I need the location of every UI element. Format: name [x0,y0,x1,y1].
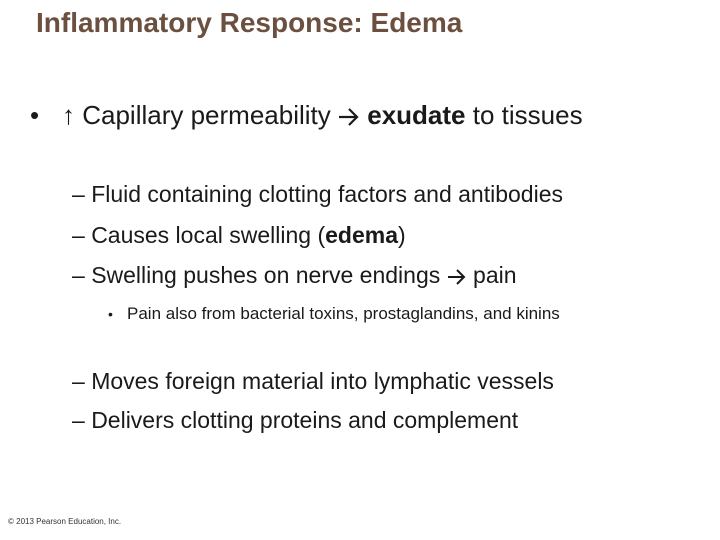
bullet-main [30,98,670,132]
dash-marker: – [72,368,85,394]
sub-bullet [72,261,517,289]
dash-marker: – [72,181,85,207]
bullet-main-bold: exudate [367,100,466,130]
sub-bullet-text: Delivers clotting proteins and complement [91,407,519,433]
slide-title: Inflammatory Response: Edema [36,7,463,38]
subsub-bullet-text: Pain also from bacterial toxins, prostaglandins, and kinins [127,304,560,323]
sub-bullet-text: Moves foreign material into lymphatic vessels [91,368,554,394]
sub-bullet-prefix: Causes local swelling ( [91,222,326,248]
sub-bullet [72,180,563,208]
sub-bullet-text: Fluid containing clotting factors and antibodies [91,181,563,207]
sub-bullet [72,406,518,434]
arrow-right-icon [338,107,360,127]
sub-bullet-suffix: pain [473,262,517,288]
dash-marker: – [72,222,85,248]
bullet-main-text1: Capillary permeability [82,100,331,130]
sub-bullet-suffix: ) [398,222,406,248]
copyright-footer: © 2013 Pearson Education, Inc. [8,517,122,526]
subsub-bullet [108,302,678,326]
bullet-marker: • [30,100,40,130]
dash-marker: – [72,262,85,288]
bullet-main-text [62,98,670,132]
sub-bullet-bold: edema [325,222,398,248]
sub-bullet-prefix: Swelling pushes on nerve endings [91,262,441,288]
bullet-marker: • [108,306,113,322]
sub-bullet [72,221,406,249]
dash-marker: – [72,407,85,433]
sub-bullet [72,367,554,395]
up-arrow-glyph: ↑ [62,100,75,130]
arrow-right-icon [447,268,467,286]
bullet-main-text2: to tissues [472,100,583,130]
